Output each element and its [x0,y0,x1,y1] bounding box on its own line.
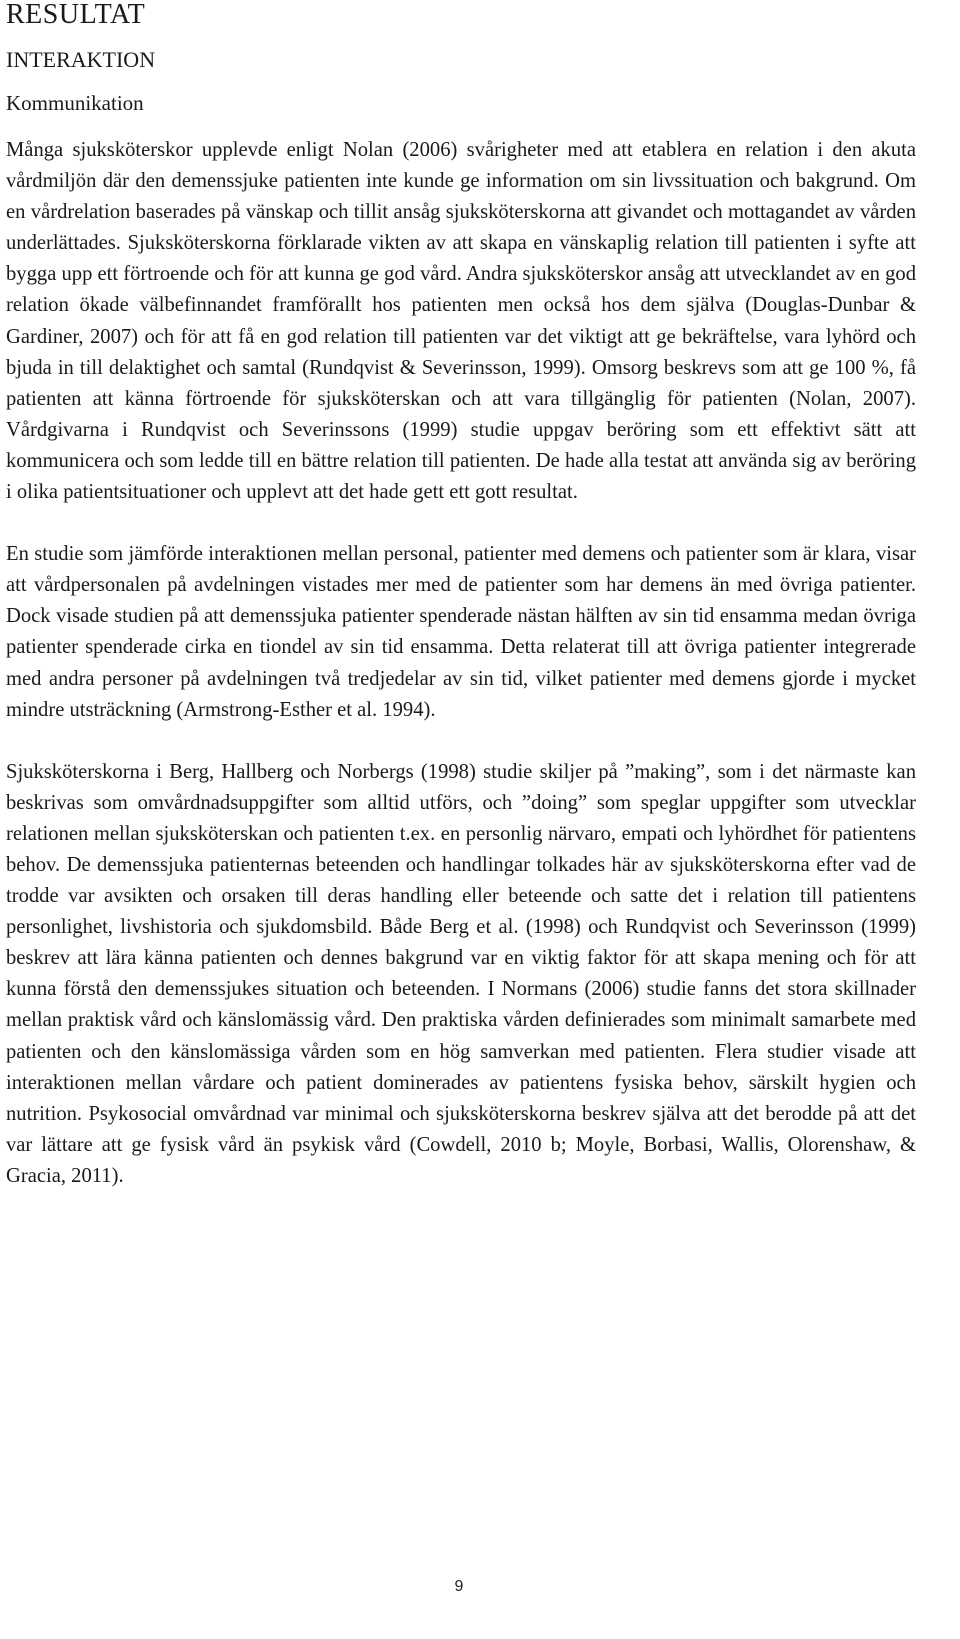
page-number: 9 [454,1578,464,1595]
body-paragraph: En studie som jämförde interaktionen mellan personal, patienter med demens och patienter som är klara, visar att vårdpersonalen på avdelningen vistades mer med de patienter som har demens än med övriga patienter. Dock visade studien på att demenssjuka patienter spenderade nästan hälften av sin tid ensamma medan övriga patienter spenderade cirka en tiondel av sin tid ensamma. Detta relaterat till att övriga patienter integrerade med andra personer på avdelningen två tredjedelar av sin tid, vilket patienter med demens gjorde i mycket mindre utsträckning (Armstrong-Esther et al. 1994). [6,543,916,721]
document-page [6,0,916,1192]
section-heading: RESULTAT [6,0,146,30]
subsection-heading: INTERAKTION [6,47,156,72]
body-paragraph: Sjuksköterskorna i Berg, Hallberg och Norbergs (1998) studie skiljer på ”making”, som i det närmaste kan beskrivas som omvårdnadsuppgifter som alltid utförs, och ”doing” som speglar uppgifter som utvecklar relationen mellan sjuksköterskan och patienten t.ex. en personlig närvaro, empati och lyhördhet för patientens behov. De demenssjuka patienternas beteenden och handlingar tolkades här av sjuksköterskorna efter vad de trodde var avsikten och orsaken till deras handling eller beteende och satte det i relation till patientens personlighet, livshistoria och sjukdomsbild. Både Berg et al. (1998) och Rundqvist och Severinsson (1999) beskrev att lära känna patienten och dennes bakgrund var en viktig faktor för att skapa mening och för att kunna förstå den demenssjukes situation och beteenden. I Normans (2006) studie fanns det stora skillnader mellan praktisk vård och känslomässig vård. Den praktiska vården definierades som minimalt samarbete med patienten och den känslomässiga vården som en hög samverkan med patienten. Flera studier visade att interaktionen mellan vårdare och patient dominerades av patientens fysiska behov, särskilt hygien och nutrition. Psykosocial omvårdnad var minimal och sjuksköterskorna beskrev själva att det berodde på att det var lättare att ge fysisk vård än psykisk vård (Cowdell, 2010 b; Moyle, Borbasi, Wallis, Olorenshaw, & Gracia, 2011). [6,760,916,1187]
body-paragraph: Många sjuksköterskor upplevde enligt Nolan (2006) svårigheter med att etablera en relation i den akuta vårdmiljön där den demenssjuke patienten inte kunde ge information om sin livssituation och bakgrund. Om en vårdrelation baserades på vänskap och tillit ansåg sjuksköterskorna att givandet och mottagandet av vården underlättades. Sjuksköterskorna förklarade vikten av att skapa en vänskaplig relation till patienten i syfte att bygga upp ett förtroende och för att kunna ge god vård. Andra sjuksköterskor ansåg att utvecklandet av en god relation ökade välbefinnandet framförallt hos patienten men också hos dem själva (Douglas-Dunbar & Gardiner, 2007) och för att få en god relation till patienten var det viktigt att ge bekräftelse, vara lyhörd och bjuda in till delaktighet och samtal (Rundqvist & Severinsson, 1999). Omsorg beskrevs som att ge 100 %, få patienten att känna förtroende för sjuksköterskan och att vara tillgänglig för patienten (Nolan, 2007). Vårdgivarna i Rundqvist och Severinssons (1999) studie uppgav beröring som ett effektivt sätt att kommunicera och som ledde till en bättre relation till patienten. De hade alla testat att använda sig av beröring i olika patientsituationer och upplevt att det hade gett ett gott resultat. [6,139,916,504]
subsubsection-heading: Kommunikation [6,91,144,115]
